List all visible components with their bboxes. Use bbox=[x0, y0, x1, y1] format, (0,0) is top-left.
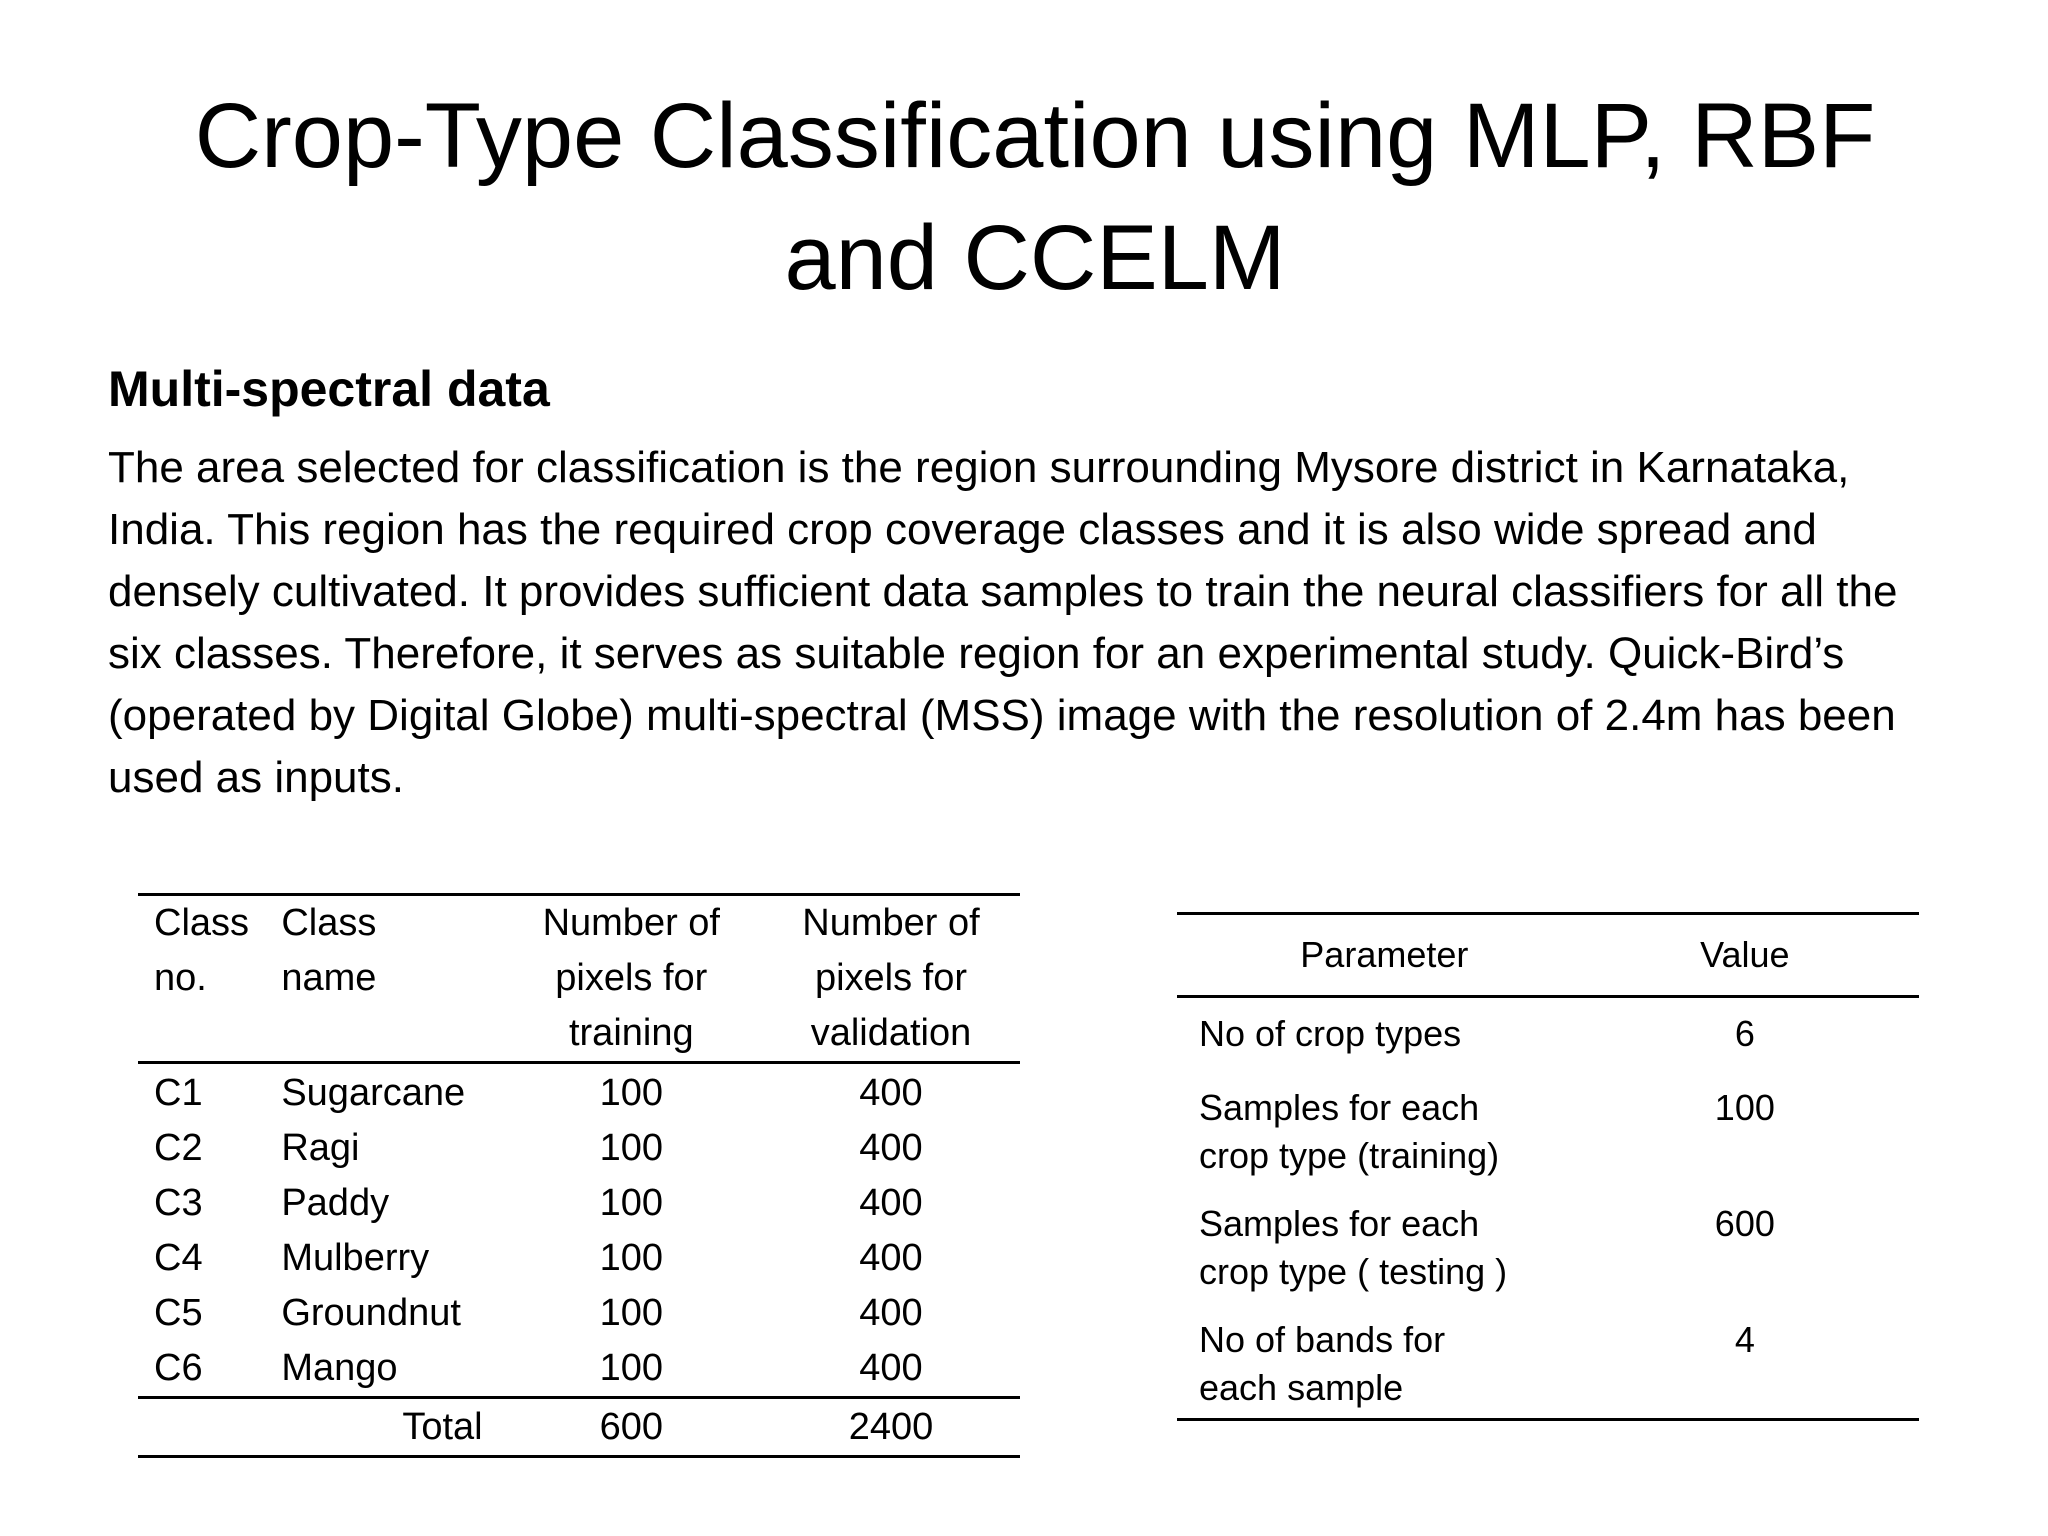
class-name-cell: Mango bbox=[281, 1347, 398, 1389]
table-row bbox=[138, 1121, 1020, 1176]
class-no-cell: C3 bbox=[154, 1182, 203, 1224]
class-name-cell: Mulberry bbox=[281, 1237, 430, 1279]
parameter-value-cell: 100 bbox=[1714, 1087, 1775, 1128]
parameter-name-cell: Samples for each crop type (training) bbox=[1199, 1087, 1500, 1176]
table-row bbox=[138, 1341, 1020, 1398]
slide-title-line-1: Crop-Type Classification using MLP, RBF bbox=[194, 85, 1876, 187]
slide-title bbox=[110, 75, 1960, 319]
parameter-name-cell: Samples for each crop type ( testing ) bbox=[1199, 1203, 1508, 1292]
class-no-cell: C6 bbox=[154, 1347, 203, 1389]
parameter-value-cell: 6 bbox=[1734, 1013, 1755, 1054]
table-row bbox=[138, 1286, 1020, 1341]
class-table bbox=[138, 893, 1020, 1458]
class-name-cell: Paddy bbox=[281, 1182, 390, 1224]
header-value: Value bbox=[1571, 914, 1919, 997]
training-cell: 100 bbox=[599, 1182, 663, 1224]
parameter-table bbox=[1177, 912, 1919, 1421]
training-cell: 100 bbox=[599, 1347, 663, 1389]
parameter-value-cell: 600 bbox=[1714, 1203, 1775, 1244]
header-class-no: Class no. bbox=[138, 895, 281, 1063]
table-row bbox=[1177, 1084, 1919, 1200]
validation-cell: 400 bbox=[859, 1127, 923, 1169]
table-row bbox=[1177, 997, 1919, 1085]
parameter-table-header-row bbox=[1177, 914, 1919, 997]
class-no-cell: C5 bbox=[154, 1292, 203, 1334]
total-row bbox=[138, 1398, 1020, 1457]
class-name-cell: Ragi bbox=[281, 1127, 360, 1169]
header-class-name: Class name bbox=[281, 895, 500, 1063]
table-row bbox=[138, 1176, 1020, 1231]
parameter-name-cell: No of bands for each sample bbox=[1177, 1316, 1571, 1420]
validation-cell: 400 bbox=[859, 1237, 923, 1279]
training-cell: 100 bbox=[599, 1127, 663, 1169]
validation-cell: 400 bbox=[859, 1292, 923, 1334]
validation-cell: 400 bbox=[859, 1347, 923, 1389]
training-cell: 100 bbox=[599, 1237, 663, 1279]
header-training-pixels: Number of pixels for training bbox=[501, 895, 762, 1063]
validation-cell: 400 bbox=[859, 1182, 923, 1224]
training-cell: 100 bbox=[599, 1292, 663, 1334]
table-row bbox=[138, 1063, 1020, 1122]
total-label: Total bbox=[138, 1398, 501, 1457]
class-no-cell: C1 bbox=[154, 1072, 203, 1114]
class-name-cell: Sugarcane bbox=[281, 1072, 466, 1114]
class-name-cell: Groundnut bbox=[281, 1292, 461, 1334]
total-validation: 2400 bbox=[762, 1398, 1020, 1457]
header-parameter: Parameter bbox=[1177, 914, 1571, 997]
parameter-name-cell: No of crop types bbox=[1199, 1013, 1462, 1054]
section-heading: Multi-spectral data bbox=[108, 361, 550, 417]
total-training: 600 bbox=[501, 1398, 762, 1457]
class-no-cell: C4 bbox=[154, 1237, 203, 1279]
class-no-cell: C2 bbox=[154, 1127, 203, 1169]
slide-title-line-2: and CCELM bbox=[784, 207, 1286, 309]
body-paragraph: The area selected for classification is the region surrounding Mysore district in Karnataka, India. This region has the required crop coverage classes and it is also wide spread and densely cultivated. It provides sufficient data samples to train the neural classifiers for all the six classes. Therefore, it serves as suitable region for an experimental study. Quick-Bird’s (operated by Digital Globe) multi-spectral (MSS) image with the resolution of 2.4m has been used as inputs. bbox=[108, 443, 1898, 802]
table-row bbox=[138, 1231, 1020, 1286]
training-cell: 100 bbox=[599, 1072, 663, 1114]
table-row bbox=[1177, 1200, 1919, 1316]
header-validation-pixels: Number of pixels for validation bbox=[762, 895, 1020, 1063]
class-table-header-row bbox=[138, 895, 1020, 1063]
validation-cell: 400 bbox=[859, 1072, 923, 1114]
table-row bbox=[1177, 1316, 1919, 1420]
parameter-value-cell: 4 bbox=[1571, 1316, 1919, 1420]
